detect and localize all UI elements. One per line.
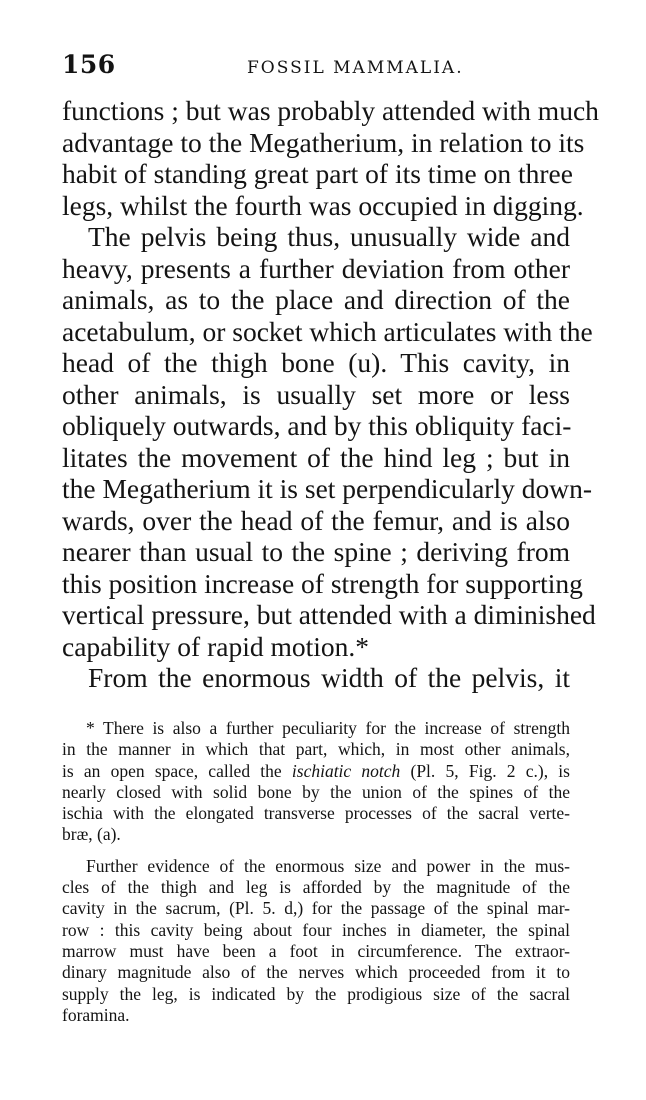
footnote-gap (62, 846, 570, 856)
footnote-line: dinary magnitude also of the nerves which proceeded from it to (62, 962, 570, 983)
footnote-line: ischia with the elongated transverse processes of the sacral verte- (62, 803, 570, 824)
text-line: acetabulum, or socket which articulates with the (62, 315, 593, 347)
text-line: habit of standing great part of its time on three (62, 158, 573, 189)
footnote-line: nearly closed with solid bone by the union of the spines of the (62, 781, 570, 802)
text-line: nearer than usual to the spine ; deriving from (62, 536, 570, 567)
main-text (62, 95, 599, 694)
text-line: capability of rapid motion.* (62, 630, 370, 662)
text-line: functions ; but was probably attended with much (62, 95, 599, 126)
text-line: other animals, is usually set more or less (62, 378, 570, 410)
text-line: obliquely outwards, and by this obliquity faci- (62, 410, 572, 441)
text-line: animals, as to the place and direction of the (62, 284, 570, 315)
footnote-line: Further evidence of the enormous size and power in the mus- (86, 855, 570, 876)
footnote-line: foramina. (62, 1004, 130, 1025)
footnote-italic-term: ischiatic notch (291, 760, 401, 781)
footnote-line: supply the leg, is indicated by the prodigious size of the sacral (62, 983, 570, 1004)
text-line: advantage to the Megatherium, in relation to its (62, 126, 585, 158)
text-line: wards, over the head of the femur, and is also (62, 504, 570, 536)
footnote-line: bræ, (a). (62, 824, 121, 845)
footnote-line (62, 761, 570, 782)
footnote-text: is an open space, called the (62, 760, 292, 781)
footnote-line: cavity in the sacrum, (Pl. 5. d,) for the passage of the spinal mar- (62, 898, 570, 919)
footnote-line: cles of the thigh and leg is afforded by the magnitude of the (62, 877, 570, 898)
text-line: From the enormous width of the pelvis, it (88, 662, 570, 693)
footnote-line: row : this cavity being about four inches in diameter, the spinal (62, 919, 570, 940)
text-line: this position increase of strength for supporting (62, 567, 583, 599)
text-line: The pelvis being thus, unusually wide and (88, 221, 570, 252)
footnote-line: * There is also a further peculiarity for the increase of strength (86, 718, 570, 738)
footnote-line: marrow must have been a foot in circumference. The extraor- (62, 940, 570, 961)
footnote-line: in the manner in which that part, which, in most other animals, (62, 739, 570, 760)
footnotes (62, 718, 570, 1026)
text-line: heavy, presents a further deviation from other (62, 252, 570, 284)
text-line: the Megatherium it is set perpendicularly down- (62, 473, 592, 504)
text-line: vertical pressure, but attended with a diminished (62, 599, 596, 630)
text-line: legs, whilst the fourth was occupied in digging. (62, 189, 584, 221)
text-line: head of the thigh bone (u). This cavity, in (62, 347, 570, 378)
page-header (62, 50, 572, 84)
text-line: litates the movement of the hind leg ; but in (62, 441, 570, 473)
footnote-text: (Pl. 5, Fig. 2 c.), is (400, 760, 570, 781)
page-number: 156 (62, 50, 116, 79)
running-head: FOSSIL MAMMALIA. (247, 58, 464, 78)
